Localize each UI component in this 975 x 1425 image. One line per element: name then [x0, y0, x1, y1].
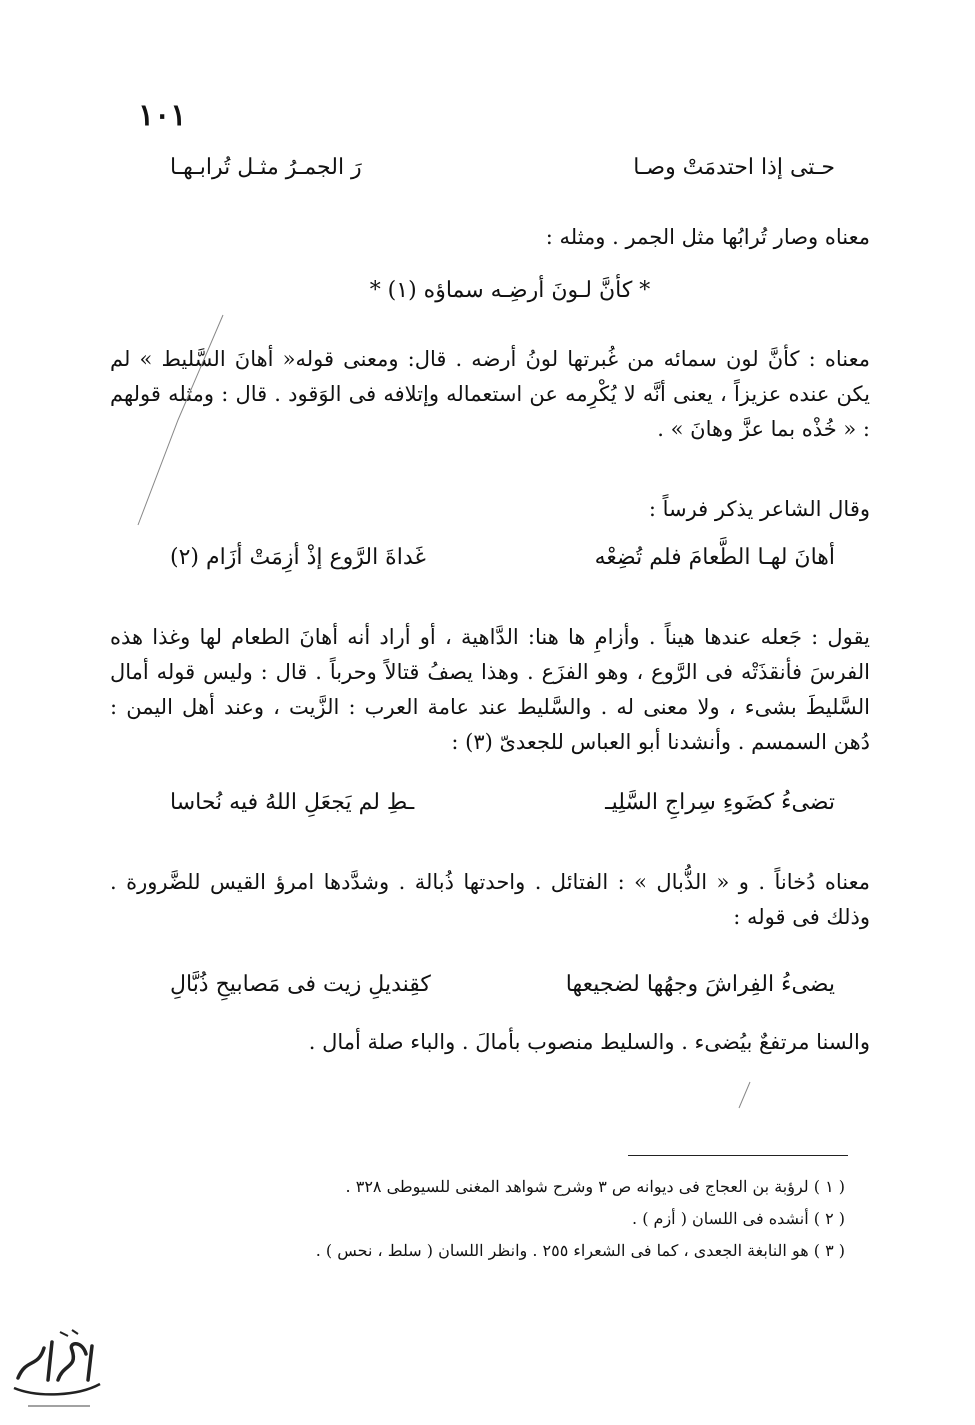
paragraph-2: معناه : كأنَّ لون سمائه من غُبرتها لونُ أرضه . قال: ومعنى قوله« أهانَ السَّليط » لم يكن عنده عزيزاً ، يعنى أنَّه لا يُكْرِمه عن استعماله وإتلافه فى الوَقود . قال : ومثله قولهم : « خُذْه بما عزَّ وهانَ » .	[110, 347, 870, 441]
paragraph-3: وقال الشاعر يذكر فرساً :	[648, 497, 870, 521]
verse-second-half: غَداةَ الرَّوع إذْ أزِمَتْ أزَام (٢)	[170, 545, 426, 570]
verse-first-half: أهانَ لهـا الطَّعامَ فلم تُضِعْه	[594, 545, 835, 570]
hemistich: * كأنَّ لـونَ أرضِـه سماؤه (١) *	[369, 278, 651, 303]
verse-second-half: رَ الجمـرُ مثـل تُرابـهـا	[170, 155, 362, 180]
paragraph-5: معناه دُخاناً . و « الذُّبال » : الفتائل . واحدتها ذُبالة . وشدَّدها امرؤ القيس للضَّرورة . وذلك فى قوله :	[110, 870, 870, 929]
verse-second-half: كقِنديلِ زيت فى مَصابيحِ ذُبَّالِ	[170, 972, 431, 997]
footnote-1: ( ١ ) لرؤبة بن العجاج فى ديوانه ص ٣ وشرح شواهد المغنى للسيوطى ٣٢٨ .	[345, 1177, 845, 1196]
paragraph-6: والسنا مرتفعٌ بيُضىء . والسليط منصوب بأمالَ . والباء صلة أمال .	[308, 1030, 870, 1054]
footnote-3: ( ٣ ) هو النابغة الجعدى ، كما فى الشعراء ٢٥٥ . وانظر اللسان ( سلط ، نحس ) .	[315, 1241, 845, 1260]
poem-verse-1	[170, 155, 835, 195]
poem-verse-4	[170, 972, 835, 1012]
verse-first-half: يضىءُ الفِراشَ وجهُها لضجيعها	[565, 972, 835, 997]
calligraphic-stamp	[8, 1318, 104, 1418]
verse-first-half: حـتى إذا احتدمَتْ وصـا	[633, 155, 835, 180]
footnote-2: ( ٢ ) أنشده فى اللسان ( أزم ) .	[632, 1209, 845, 1228]
paragraph-4: يقول : جَعله عندها هيناً . وأزامِ ها هنا: الدَّاهية ، أو أراد أنه أهانَ الطعام لها وغذا هذه الفرسَ فأنقذَتْه فى الرَّوع ، وهو الفزَع . وهذا يصفُ قتالاً وحرباً . قال : وليس قوله أمال السَّليطَ بشىء ، ولا معنى له . والسَّليط عند عامة العرب : الزَّيت ، وعند أهل اليمن : دُهن السمسم . وأنشدنا أبو العباس للجعدىّ (٣) :	[110, 625, 870, 754]
scan-scratch-mark	[735, 1080, 755, 1110]
paragraph-1: معناه وصار تُرابُها مثل الجمر . ومثله :	[545, 225, 870, 249]
footnote-separator	[628, 1155, 848, 1156]
scan-scratch-mark	[118, 310, 228, 530]
verse-first-half: تضىءُ كضَوءِ سِراجِ السَّلِيـ	[605, 790, 835, 815]
page-number: ١٠١	[138, 98, 187, 133]
verse-second-half: ـطِ لم يَجعَلِ اللهُ فيه نُحاسا	[170, 790, 415, 815]
poem-verse-2	[170, 545, 835, 585]
poem-verse-3	[170, 790, 835, 830]
